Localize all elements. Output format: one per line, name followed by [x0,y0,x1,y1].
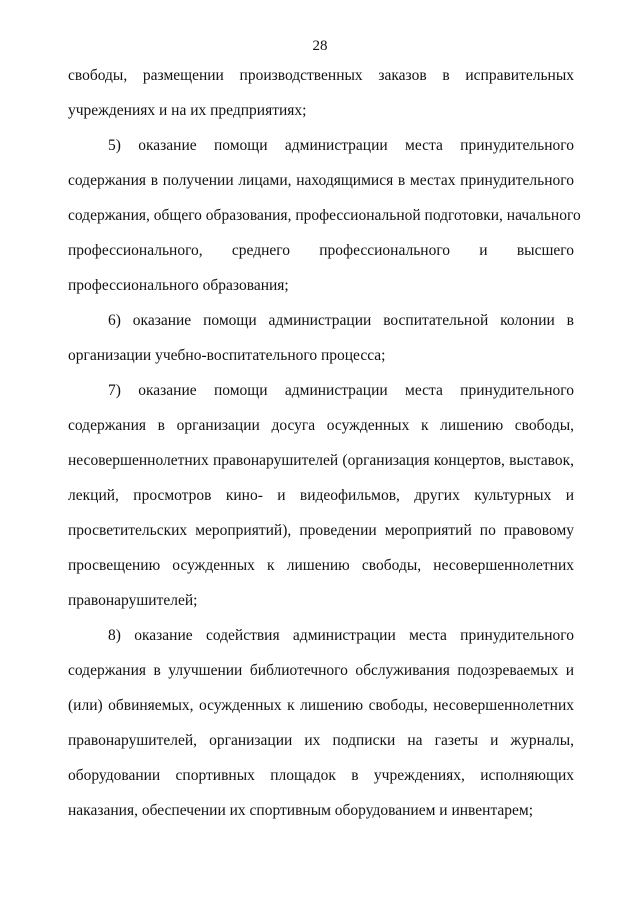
text-line: (или) обвиняемых, осужденных к лишению свободы, несовершеннолетних [68,697,574,714]
text-line: содержания в организации досуга осужденных к лишению свободы, [68,417,574,434]
text-line: 6) оказание помощи администрации воспитательной колонии в [108,312,574,329]
text-line: просветительских мероприятий), проведении мероприятий по правовому [68,522,574,539]
text-line: 7) оказание помощи администрации места принудительного [108,382,574,399]
text-line: организации учебно-воспитательного процесса; [68,347,386,364]
text-line: профессионального, среднего профессионального и высшего [68,242,574,259]
text-line: содержания, общего образования, профессиональной подготовки, начального [68,207,581,224]
text-line: наказания, обеспечении их спортивным оборудованием и инвентарем; [68,802,534,819]
text-line: просвещению осужденных к лишению свободы, несовершеннолетних [68,557,574,574]
text-line: 5) оказание помощи администрации места принудительного [108,137,574,154]
text-line: содержания в получении лицами, находящимися в местах принудительного [68,172,574,189]
text-line: правонарушителей; [68,592,198,609]
text-line: содержания в улучшении библиотечного обслуживания подозреваемых и [68,662,574,679]
text-line: лекций, просмотров кино- и видеофильмов, других культурных и [68,487,574,504]
page-number: 28 [312,38,328,54]
text-line: оборудовании спортивных площадок в учреждениях, исполняющих [68,767,574,784]
text-line: несовершеннолетних правонарушителей (организация концертов, выставок, [68,452,574,469]
text-line: свободы, размещении производственных заказов в исправительных [68,67,574,84]
text-line: 8) оказание содействия администрации места принудительного [108,627,574,644]
text-line: правонарушителей, организации их подписки на газеты и журналы, [68,732,574,749]
text-line: учреждениях и на их предприятиях; [68,102,307,119]
text-line: профессионального образования; [68,277,289,294]
